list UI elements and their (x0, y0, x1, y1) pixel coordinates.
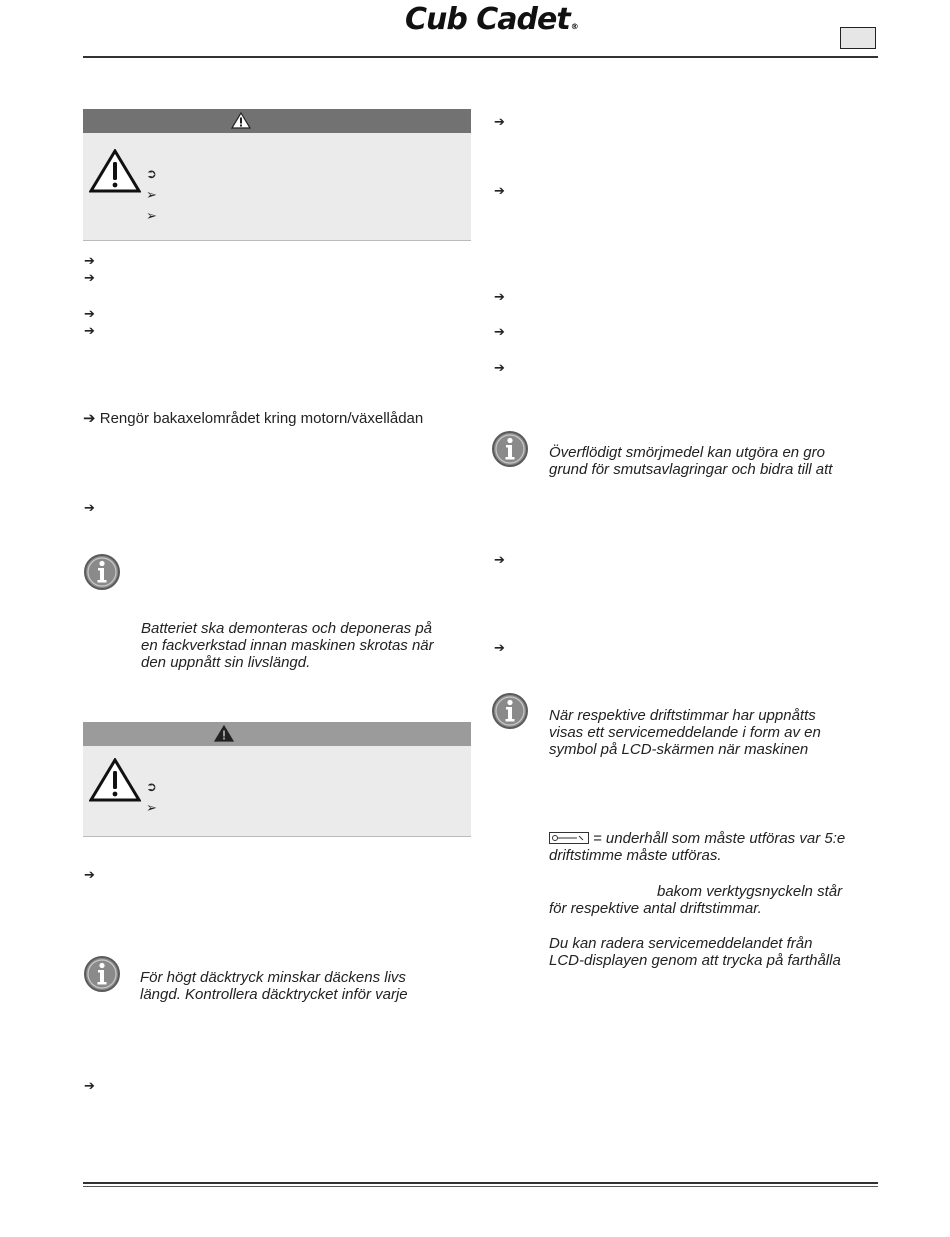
arrow-bullet: ➔ (494, 360, 505, 375)
info-icon (491, 430, 529, 468)
wrench-service-icon (549, 832, 589, 844)
language-box (840, 27, 876, 49)
bullet-symbol: ➢ (146, 208, 157, 223)
arrow-bullet: ➔ (84, 270, 95, 285)
warning-box-1 (83, 109, 471, 241)
bullet-symbol: ➢ (146, 187, 157, 202)
arrow-bullet: ➔ (494, 114, 505, 129)
arrow-bullet: ➔ (84, 500, 95, 515)
info-battery-line-3: den uppnått sin livslängd. (141, 654, 311, 671)
info-battery-line-1: Batteriet ska demonteras och deponeras på (141, 620, 433, 637)
info-lubricant-line-2: grund för smutsavlagringar och bidra till att (549, 461, 833, 478)
warning-box-rule (83, 240, 471, 241)
arrow-bullet: ➔ (494, 640, 505, 655)
logo-mark: ® (570, 22, 578, 31)
undo-symbol: ➲ (146, 166, 157, 181)
arrow-bullet: ➔ (494, 289, 505, 304)
warning-triangle-icon (89, 758, 141, 802)
info-service-line-1: När respektive driftstimmar har uppnåtts (549, 707, 816, 724)
arrow-bullet: ➔ (494, 324, 505, 339)
service-symbol-line-1 (549, 830, 845, 847)
warning-bar-1 (83, 109, 471, 133)
warning-box-2 (83, 722, 471, 837)
bullet-symbol: ➢ (146, 800, 157, 815)
info-icon (83, 955, 121, 993)
header-rule (83, 56, 878, 58)
arrow-bullet: ➔ (84, 1078, 95, 1093)
arrow-bullet: ➔ (84, 867, 95, 882)
clean-rear-axle-item: ➔ Rengör bakaxelområdet kring motorn/växellådan (83, 410, 424, 427)
footer-rule-thin (83, 1186, 878, 1187)
brand-logo (405, 2, 578, 37)
info-service-line-3: symbol på LCD-skärmen när maskinen (549, 741, 809, 758)
warning-bar-2 (83, 722, 471, 746)
info-service-line-2: visas ett servicemeddelande i form av en (549, 724, 821, 741)
warning-triangle-small-icon (214, 725, 234, 742)
hours-line-1: bakom verktygsnyckeln står (657, 883, 843, 900)
footer-rule (83, 1182, 878, 1184)
service-symbol-line-2: driftstimme måste utföras. (549, 847, 722, 864)
info-tire-line-2: längd. Kontrollera däcktrycket inför varje (140, 986, 408, 1003)
info-lubricant-line-1: Överflödigt smörjmedel kan utgöra en gro (549, 444, 825, 461)
warning-triangle-icon (89, 149, 141, 193)
arrow-bullet: ➔ (84, 323, 95, 338)
service-symbol-text: = underhåll som måste utföras var 5:e (593, 830, 846, 847)
arrow-bullet: ➔ (84, 306, 95, 321)
clear-message-line-2: LCD-displayen genom att trycka på farthålla (549, 952, 841, 969)
logo-text: Cub Cadet (405, 2, 570, 37)
hours-line-2: för respektive antal driftstimmar. (549, 900, 762, 917)
info-icon (83, 553, 121, 591)
info-tire-line-1: För högt däcktryck minskar däckens livs (140, 969, 406, 986)
arrow-bullet: ➔ (494, 552, 505, 567)
arrow-bullet: ➔ (494, 183, 505, 198)
info-battery-line-2: en fackverkstad innan maskinen skrotas när (141, 637, 434, 654)
warning-box-rule (83, 836, 471, 837)
undo-symbol: ➲ (146, 779, 157, 794)
info-icon (491, 692, 529, 730)
arrow-bullet: ➔ (84, 253, 95, 268)
clear-message-line-1: Du kan radera servicemeddelandet från (549, 935, 813, 952)
warning-triangle-small-icon (231, 112, 251, 129)
